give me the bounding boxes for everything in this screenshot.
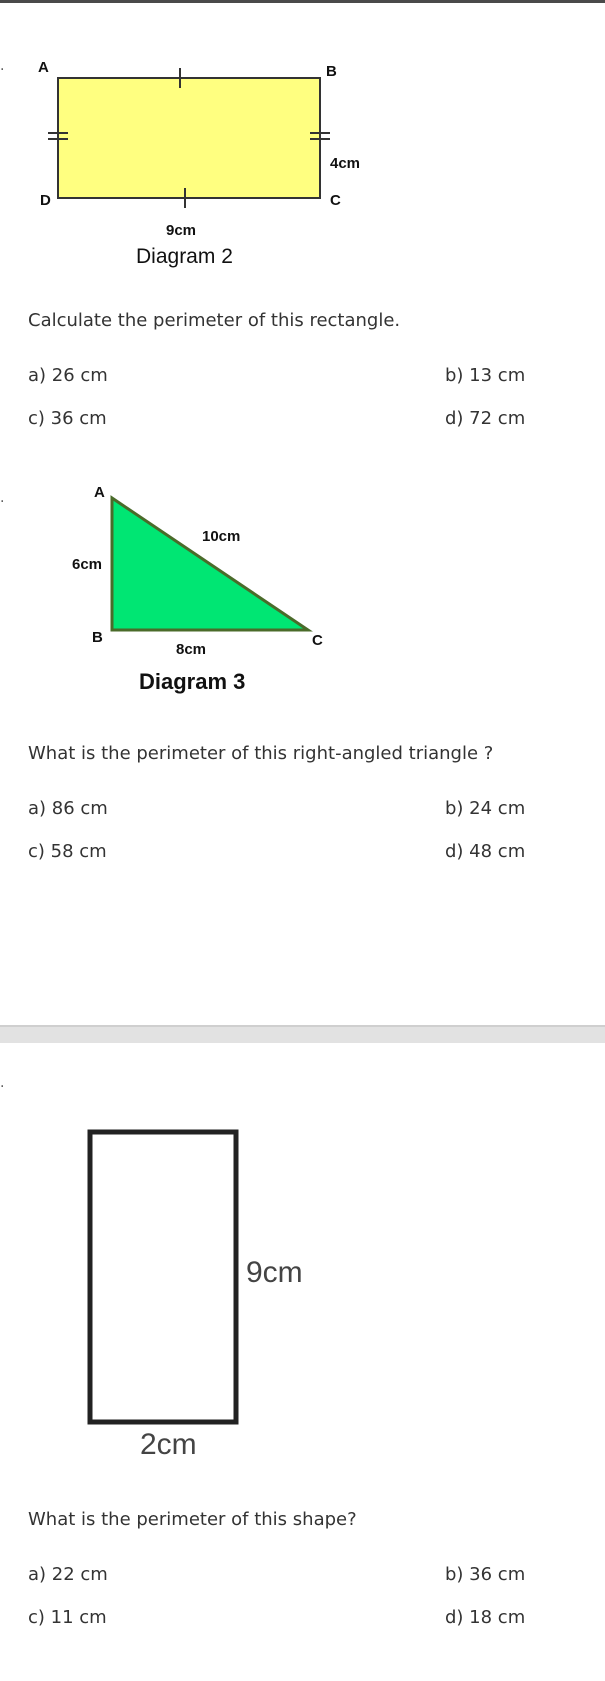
question-marker: . (0, 490, 5, 506)
option-d[interactable]: d) 18 cm (445, 1607, 526, 1628)
option-b[interactable]: b) 24 cm (445, 798, 526, 819)
question-marker: . (0, 58, 5, 74)
option-b[interactable]: b) 36 cm (445, 1564, 526, 1585)
top-border (0, 0, 605, 3)
option-d[interactable]: d) 72 cm (445, 408, 526, 429)
triangle-shape (112, 498, 308, 630)
question-prompt: What is the perimeter of this shape? (28, 1509, 357, 1530)
side-length-label: 4cm (330, 155, 361, 172)
vertex-a-label: A (94, 484, 105, 501)
option-c[interactable]: c) 58 cm (28, 841, 107, 862)
option-b[interactable]: b) 13 cm (445, 365, 526, 386)
section-divider (0, 1025, 605, 1043)
bottom-length-label: 2cm (140, 1428, 197, 1461)
rectangle-diagram (80, 1120, 340, 1470)
vertex-d-label: D (40, 192, 51, 209)
triangle-diagram (60, 478, 350, 698)
question-prompt: What is the perimeter of this right-angled triangle ? (28, 743, 494, 764)
left-side-label: 6cm (72, 556, 103, 573)
option-d[interactable]: d) 48 cm (445, 841, 526, 862)
bottom-length-label: 9cm (166, 222, 197, 239)
vertex-a-label: A (38, 59, 49, 76)
vertex-c-label: C (312, 632, 323, 649)
rectangle-shape (58, 78, 320, 198)
question-marker: . (0, 1075, 5, 1091)
rectangle-shape (90, 1132, 236, 1422)
vertex-b-label: B (92, 629, 103, 646)
option-a[interactable]: a) 86 cm (28, 798, 108, 819)
option-a[interactable]: a) 22 cm (28, 1564, 108, 1585)
vertex-c-label: C (330, 192, 341, 209)
question-prompt: Calculate the perimeter of this rectangle. (28, 310, 401, 331)
hypotenuse-label: 10cm (202, 528, 241, 545)
option-a[interactable]: a) 26 cm (28, 365, 108, 386)
diagram-caption: Diagram 3 (139, 669, 246, 694)
option-c[interactable]: c) 11 cm (28, 1607, 107, 1628)
bottom-side-label: 8cm (176, 641, 207, 658)
side-length-label: 9cm (246, 1256, 303, 1289)
diagram-caption: Diagram 2 (136, 245, 233, 268)
vertex-b-label: B (326, 63, 337, 80)
option-c[interactable]: c) 36 cm (28, 408, 107, 429)
rectangle-diagram (30, 52, 390, 277)
